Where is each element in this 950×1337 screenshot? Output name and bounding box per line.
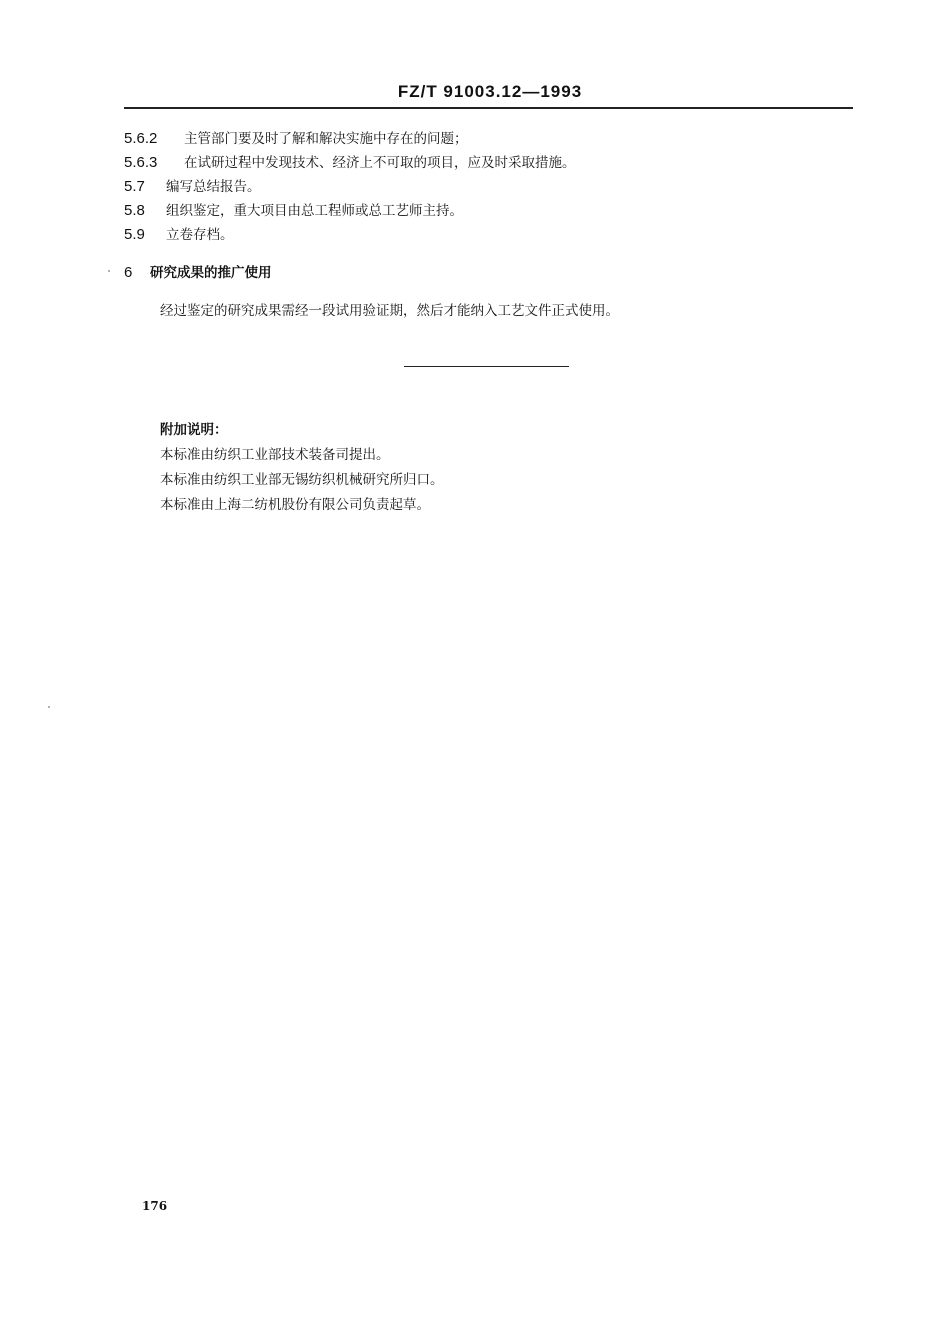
- section-6-heading: [124, 261, 272, 281]
- scan-speck: [48, 706, 50, 708]
- note-line: 本标准由纺织工业部技术装备司提出。: [160, 447, 390, 463]
- clause-number: 5.6.2: [124, 130, 158, 147]
- clause-number: 5.9: [124, 226, 145, 243]
- clause-5-6-3: [124, 153, 576, 173]
- clause-5-8: [124, 201, 463, 221]
- clause-number: 5.6.3: [124, 154, 158, 171]
- clause-text: 主管部门要及时了解和解决实施中存在的问题；: [184, 131, 468, 147]
- additional-notes-title: 附加说明：: [160, 422, 228, 438]
- section-title: 研究成果的推广使用: [150, 265, 272, 281]
- clause-text: 立卷存档。: [166, 227, 234, 243]
- clause-text: 在试研过程中发现技术、经济上不可取的项目，应及时采取措施。: [184, 155, 576, 171]
- page-number: 176: [142, 1199, 168, 1213]
- end-of-text-rule: [404, 366, 569, 367]
- clause-5-9: [124, 225, 234, 245]
- standard-code-header: FZ/T 91003.12—1993: [397, 82, 583, 101]
- clause-text: 组织鉴定，重大项目由总工程师或总工艺师主持。: [166, 203, 463, 219]
- section-6-body: 经过鉴定的研究成果需经一段试用验证期，然后才能纳入工艺文件正式使用。: [160, 303, 619, 319]
- clause-number: 5.8: [124, 202, 145, 219]
- note-line: 本标准由纺织工业部无锡纺织机械研究所归口。: [160, 472, 444, 488]
- section-number: 6: [124, 264, 133, 281]
- clause-text: 编写总结报告。: [166, 179, 261, 195]
- header-rule: [124, 107, 853, 109]
- note-line: 本标准由上海二纺机股份有限公司负责起草。: [160, 497, 430, 513]
- clause-number: 5.7: [124, 178, 145, 195]
- clause-5-7: [124, 177, 261, 197]
- clause-5-6-2: [124, 129, 468, 149]
- scan-speck: [108, 270, 110, 272]
